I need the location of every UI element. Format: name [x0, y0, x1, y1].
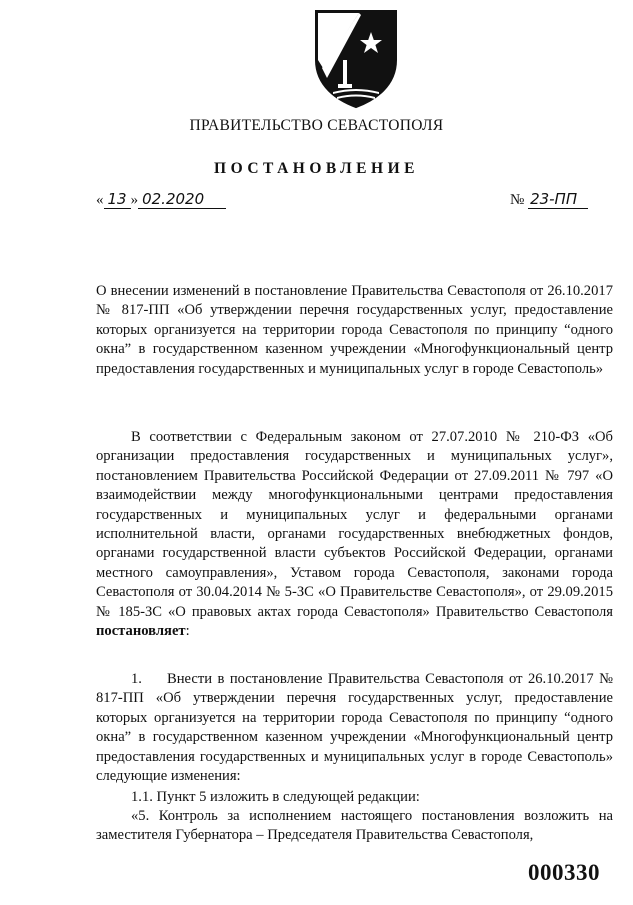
document-date	[96, 190, 226, 209]
number-prefix: №	[510, 192, 525, 208]
organization-name: ПРАВИТЕЛЬСТВО СЕВАСТОПОЛЯ	[189, 117, 444, 134]
item-5-paragraph: «5. Контроль за исполнением настоящего постановления возложить на заместителя Губернатора – Председателя Правительства Севастополя,	[96, 808, 613, 844]
item-1-text: Внести в постановление Правительства Севастополя от 26.10.2017 № 817-ПП «Об утверждении перечня государственных услуг, предоставление которых организуется на территории города Севастополя по принципу “одного окна” в государственном казенном учреждении «Многофункциональный центр предоставления государственных и муниципальных услуг в городе Севастополь» следующие изменения:	[96, 671, 613, 785]
preamble-verb: постановляет	[96, 623, 186, 640]
number-value: 23-ПП	[528, 190, 588, 209]
date-day: 13	[104, 190, 131, 209]
date-quote-close: »	[130, 192, 139, 208]
document-type-title: ПОСТАНОВЛЕНИЕ	[214, 160, 419, 177]
date-quote-open: «	[96, 192, 104, 208]
preamble-colon: :	[185, 623, 190, 640]
item-1-1-paragraph: 1.1. Пункт 5 изложить в следующей редакции:	[131, 789, 420, 805]
item-1-paragraph	[96, 670, 613, 786]
preamble-paragraph	[96, 428, 613, 641]
item-1-number: 1.	[131, 671, 142, 687]
document-number	[510, 190, 588, 209]
form-serial-number: 000330	[528, 860, 600, 885]
date-month-year: 02.2020	[138, 190, 226, 209]
document-subject: О внесении изменений в постановление Правительства Севастополя от 26.10.2017 № 817-ПП «Об утверждении перечня государственных услуг, предоставление которых организуется на территории города Севастополя по принципу “одного окна” в государственном казенном учреждении «Многофункциональный центр предоставления государственных и муниципальных услуг в городе Севастополь»	[96, 283, 613, 377]
coat-of-arms-icon	[313, 8, 399, 110]
preamble-text: В соответствии с Федеральным законом от 27.07.2010 № 210-ФЗ «Об организации предоставления государственных и муниципальных услуг», постановлением Правительства Российской Федерации от 27.09.2011 № 797 «О взаимодействии между многофункциональными центрами предоставления государственных и муниципальных услуг и федеральными органами исполнительной власти, органами государственных внебюджетных фондов, органами государственной власти субъектов Российской Федерации, органами местного самоуправления», Уставом города Севастополя, законами города Севастополя от 30.04.2014 № 5-ЗС «О Правительстве Севастополя», от 29.09.2015 № 185-ЗС «О правовых актах города Севастополя» Правительство Севастополя	[96, 429, 613, 620]
